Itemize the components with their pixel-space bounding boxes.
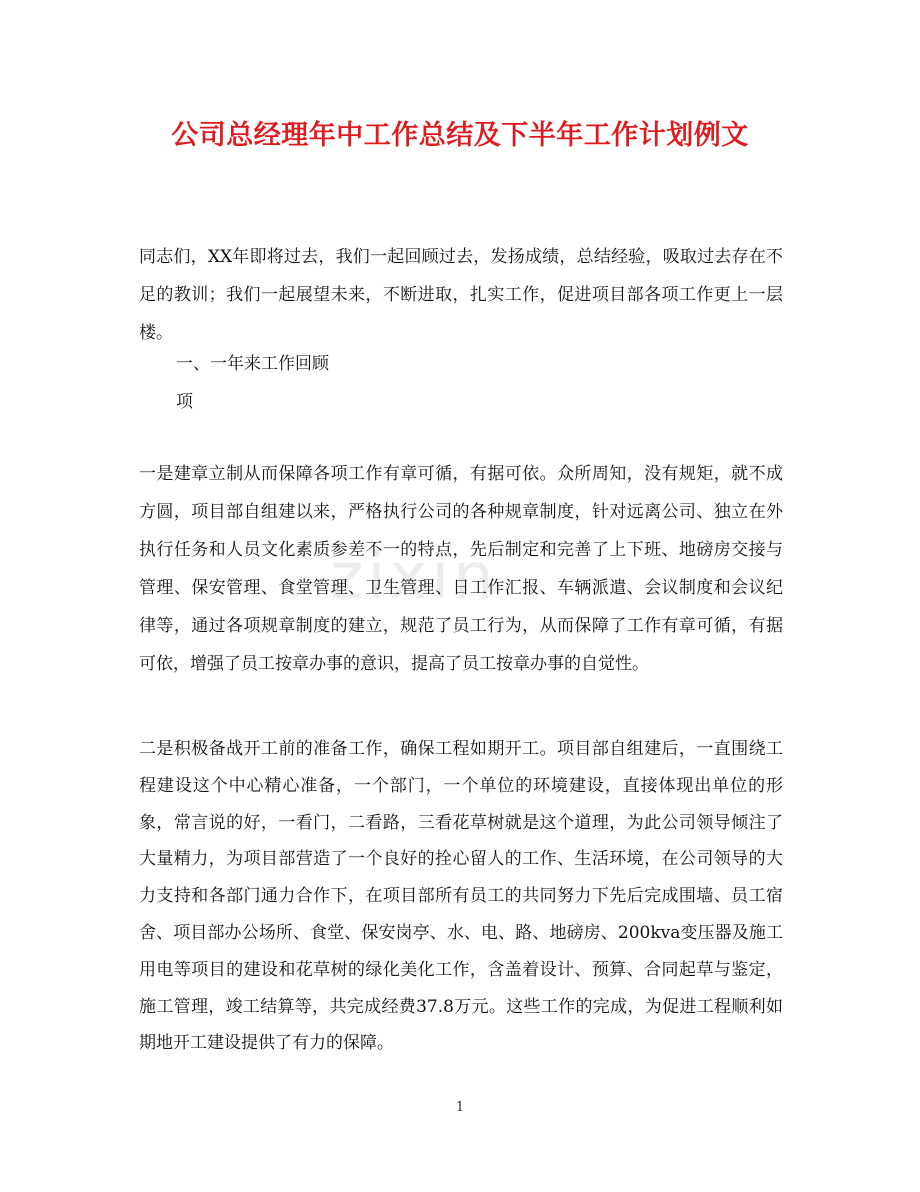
page-number: 1 [455, 1100, 465, 1115]
section-heading-review: 一、一年来工作回顾 [176, 354, 329, 374]
paragraph-section-one: 一是建章立制从而保障各项工作有章可循，有据可依。众所周知，没有规矩，就不成方圆，项目部自组建以来，严格执行公司的各种规章制度，针对远离公司、独立在外执行任务和人员文化素质参差不一的特点，先后制定和完善了上下班、地磅房交接与管理、保安管理、食堂管理、卫生管理、日工作汇报、车辆派遣、会议制度和会议纪律等，通过各项规章制度的建立，规范了员工行为，从而保障了工作有章可循，有据可依，增强了员工按章办事的意识，提高了员工按章办事的自觉性。 [139, 464, 783, 674]
document-title: 公司总经理年中工作总结及下半年工作计划例文 [171, 120, 749, 151]
intro-paragraph: 同志们，XX年即将过去，我们一起回顾过去，发扬成绩，总结经验，吸取过去存在不足的教训；我们一起展望未来，不断进取，扎实工作，促进项目部各项工作更上一层楼。 [139, 247, 783, 343]
paragraph-section-two: 二是积极备战开工前的准备工作，确保工程如期开工。项目部自组建后，一直围绕工程建设这个中心精心准备，一个部门，一个单位的环境建设，直接体现出单位的形象，常言说的好，一看门，二看路，三看花草树就是这个道理，为此公司领导倾注了大量精力，为项目部营造了一个良好的拴心留人的工作、生活环境，在公司领导的大力支持和各部门通力合作下，在项目部所有员工的共同努力下先后完成围墙、员工宿舍、项目部办公场所、食堂、保安岗亭、水、电、路、地磅房、200kva变压器及施工用电等项目的建设和花草树的绿化美化工作，含盖着设计、预算、合同起草与鉴定，施工管理，竣工结算等，共完成经费37.8万元。这些工作的完成，为促进工程顺利如期地开工建设提供了有力的保障。 [139, 739, 783, 1054]
watermark: zixin [330, 540, 498, 614]
section-heading-item: 项 [176, 392, 193, 412]
